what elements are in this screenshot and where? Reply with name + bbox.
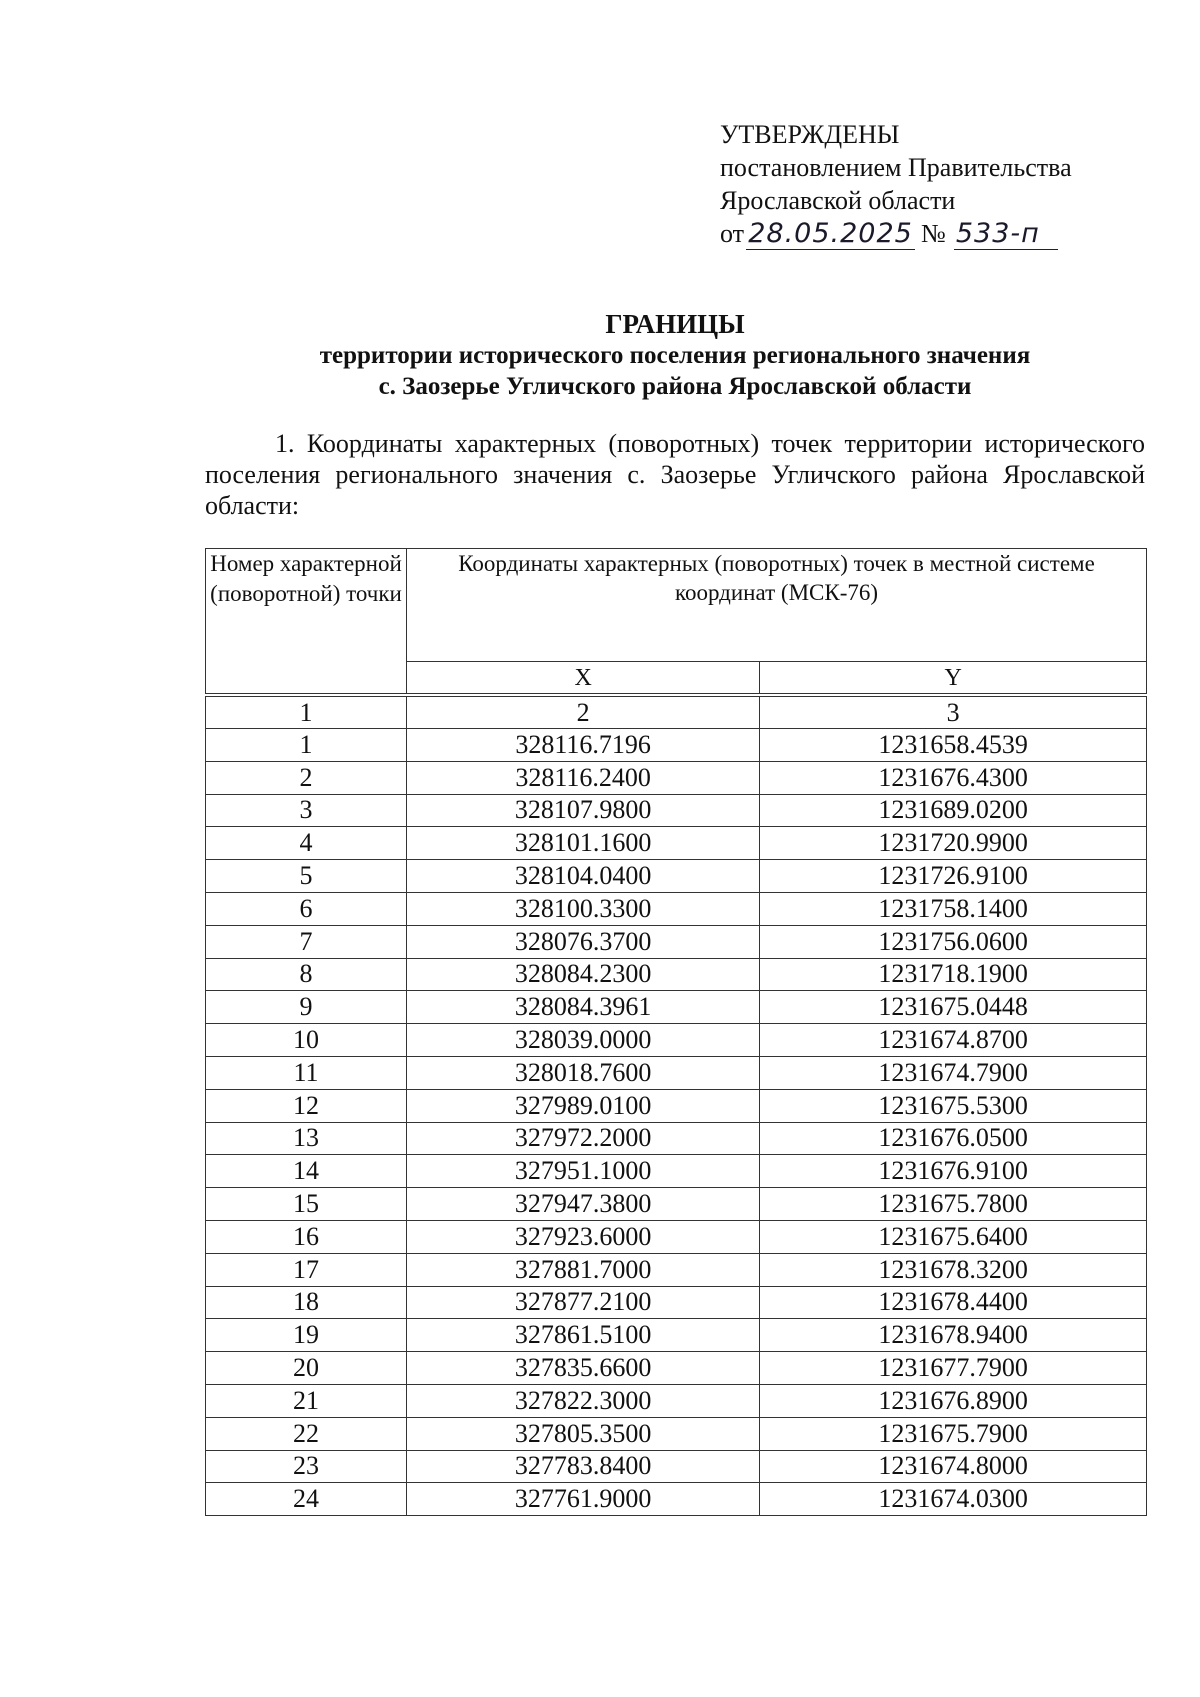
point-number-cell: 16 [206, 1220, 407, 1253]
y-coordinate-cell: 1231674.7900 [760, 1056, 1147, 1089]
point-number-cell: 7 [206, 925, 407, 958]
point-number-cell: 14 [206, 1155, 407, 1188]
table-row [206, 991, 1147, 1024]
coordinates-table [205, 548, 1147, 1516]
y-coordinate-cell: 1231658.4539 [760, 729, 1147, 762]
table-row [206, 1286, 1147, 1319]
y-coordinate-cell: 1231678.9400 [760, 1319, 1147, 1352]
y-coordinate-cell: 1231674.8700 [760, 1024, 1147, 1057]
x-coordinate-cell: 327783.8400 [407, 1450, 760, 1483]
y-coordinate-cell: 1231676.8900 [760, 1384, 1147, 1417]
y-coordinate-cell: 1231676.0500 [760, 1122, 1147, 1155]
approval-block [720, 118, 1160, 250]
y-coordinate-cell: 1231675.7900 [760, 1417, 1147, 1450]
x-coordinate-cell: 328084.3961 [407, 991, 760, 1024]
table-row [206, 1352, 1147, 1385]
y-coordinate-cell: 1231758.1400 [760, 892, 1147, 925]
table-row [206, 1188, 1147, 1221]
x-coordinate-cell: 328084.2300 [407, 958, 760, 991]
x-coordinate-cell: 327972.2000 [407, 1122, 760, 1155]
table-row [206, 1417, 1147, 1450]
point-number-cell: 12 [206, 1089, 407, 1122]
document-subtitle-line-1: территории исторического поселения регионального значения [319, 342, 1031, 369]
point-number-cell: 24 [206, 1483, 407, 1516]
y-coordinate-cell: 1231726.9100 [760, 860, 1147, 893]
approval-region: Ярославской области [720, 186, 956, 215]
x-coordinate-cell: 327822.3000 [407, 1384, 760, 1417]
intro-paragraph: 1. Координаты характерных (поворотных) точек территории исторического поселения регионального значения с. Заозерье Угличского района Ярославской области: [205, 429, 1145, 520]
x-coordinate-cell: 327877.2100 [407, 1286, 760, 1319]
point-number-cell: 20 [206, 1352, 407, 1385]
column-number-cell: 3 [760, 695, 1147, 729]
approval-heading: УТВЕРЖДЕНЫ [720, 120, 900, 149]
x-coordinate-cell: 327805.3500 [407, 1417, 760, 1450]
point-number-cell: 10 [206, 1024, 407, 1057]
x-coordinate-cell: 328100.3300 [407, 892, 760, 925]
point-number-cell: 15 [206, 1188, 407, 1221]
y-coordinate-cell: 1231678.4400 [760, 1286, 1147, 1319]
table-row [206, 1384, 1147, 1417]
y-coordinate-cell: 1231677.7900 [760, 1352, 1147, 1385]
table-row [206, 925, 1147, 958]
point-number-cell: 5 [206, 860, 407, 893]
x-coordinate-cell: 327947.3800 [407, 1188, 760, 1221]
x-coordinate-cell: 328076.3700 [407, 925, 760, 958]
y-coordinate-cell: 1231718.1900 [760, 958, 1147, 991]
date-prefix: от [720, 219, 745, 248]
y-coordinate-cell: 1231720.9900 [760, 827, 1147, 860]
table-row [206, 1122, 1147, 1155]
y-coordinate-cell: 1231675.5300 [760, 1089, 1147, 1122]
column-number-cell: 1 [206, 695, 407, 729]
x-coordinate-cell: 327835.6600 [407, 1352, 760, 1385]
y-coordinate-cell: 1231689.0200 [760, 794, 1147, 827]
x-coordinate-cell: 328018.7600 [407, 1056, 760, 1089]
document-title-block [200, 308, 1150, 402]
table-row [206, 1155, 1147, 1188]
x-coordinate-cell: 327761.9000 [407, 1483, 760, 1516]
header-coordinates: Координаты характерных (поворотных) точек в местной системе координат (МСК-76) [407, 549, 1147, 662]
point-number-cell: 1 [206, 729, 407, 762]
y-coordinate-cell: 1231676.4300 [760, 761, 1147, 794]
point-number-cell: 8 [206, 958, 407, 991]
y-coordinate-cell: 1231675.7800 [760, 1188, 1147, 1221]
x-coordinate-cell: 328101.1600 [407, 827, 760, 860]
point-number-cell: 13 [206, 1122, 407, 1155]
point-number-cell: 3 [206, 794, 407, 827]
table-row [206, 958, 1147, 991]
x-coordinate-cell: 328116.7196 [407, 729, 760, 762]
y-coordinate-cell: 1231674.0300 [760, 1483, 1147, 1516]
point-number-cell: 21 [206, 1384, 407, 1417]
table-row [206, 1089, 1147, 1122]
point-number-cell: 11 [206, 1056, 407, 1089]
table-row [206, 1056, 1147, 1089]
x-coordinate-cell: 327951.1000 [407, 1155, 760, 1188]
header-point-number: Номер характерной (поворотной) точки [206, 549, 407, 696]
number-sign: № [921, 219, 946, 248]
table-row [206, 1319, 1147, 1352]
point-number-cell: 22 [206, 1417, 407, 1450]
header-x: X [407, 662, 760, 696]
y-coordinate-cell: 1231675.6400 [760, 1220, 1147, 1253]
column-number-row [206, 695, 1147, 729]
point-number-cell: 6 [206, 892, 407, 925]
approval-date-line [720, 217, 1160, 250]
point-number-cell: 18 [206, 1286, 407, 1319]
point-number-cell: 2 [206, 761, 407, 794]
document-subtitle-line-2: с. Заозерье Угличского района Ярославской области [378, 373, 972, 400]
y-coordinate-cell: 1231675.0448 [760, 991, 1147, 1024]
approval-resolution: постановлением Правительства [720, 153, 1072, 182]
table-row [206, 860, 1147, 893]
table-row [206, 1483, 1147, 1516]
table-row [206, 761, 1147, 794]
x-coordinate-cell: 328116.2400 [407, 761, 760, 794]
point-number-cell: 4 [206, 827, 407, 860]
column-number-cell: 2 [407, 695, 760, 729]
y-coordinate-cell: 1231676.9100 [760, 1155, 1147, 1188]
x-coordinate-cell: 327881.7000 [407, 1253, 760, 1286]
x-coordinate-cell: 327861.5100 [407, 1319, 760, 1352]
x-coordinate-cell: 327923.6000 [407, 1220, 760, 1253]
x-coordinate-cell: 328104.0400 [407, 860, 760, 893]
table-row [206, 1450, 1147, 1483]
table-row [206, 1253, 1147, 1286]
document-title: ГРАНИЦЫ [605, 309, 745, 339]
coordinates-table-body [206, 695, 1147, 1516]
table-row [206, 827, 1147, 860]
point-number-cell: 17 [206, 1253, 407, 1286]
table-row [206, 794, 1147, 827]
y-coordinate-cell: 1231756.0600 [760, 925, 1147, 958]
handwritten-number: 533-п [954, 219, 1058, 250]
x-coordinate-cell: 328039.0000 [407, 1024, 760, 1057]
table-row [206, 892, 1147, 925]
y-coordinate-cell: 1231678.3200 [760, 1253, 1147, 1286]
point-number-cell: 19 [206, 1319, 407, 1352]
table-row [206, 1024, 1147, 1057]
handwritten-date: 28.05.2025 [746, 219, 915, 250]
point-number-cell: 23 [206, 1450, 407, 1483]
x-coordinate-cell: 328107.9800 [407, 794, 760, 827]
table-row [206, 729, 1147, 762]
table-row [206, 1220, 1147, 1253]
x-coordinate-cell: 327989.0100 [407, 1089, 760, 1122]
header-y: Y [760, 662, 1147, 696]
y-coordinate-cell: 1231674.8000 [760, 1450, 1147, 1483]
point-number-cell: 9 [206, 991, 407, 1024]
